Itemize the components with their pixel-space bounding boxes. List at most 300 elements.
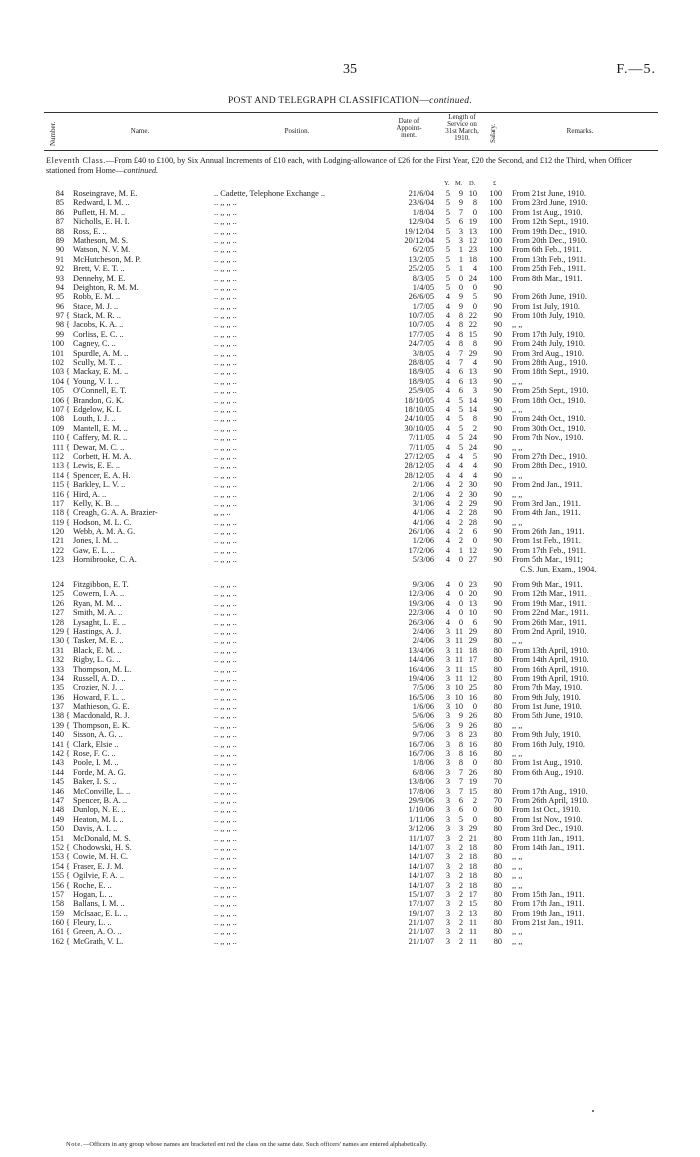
row-number: 152 bbox=[51, 842, 64, 852]
row-position: .. ,, ,, .. bbox=[214, 423, 237, 433]
row-name: Mantell, E. M. .. bbox=[73, 423, 128, 433]
row-appointment-date: 5/6/06 bbox=[412, 720, 434, 730]
row-service-months: 6 bbox=[458, 386, 463, 396]
row-appointment-date: 13/4/06 bbox=[408, 645, 434, 655]
row-service-days: 3 bbox=[472, 386, 477, 396]
row-salary: 100 bbox=[489, 235, 502, 245]
row-appointment-date: 13/8/06 bbox=[408, 777, 434, 787]
class-heading bbox=[46, 156, 658, 176]
row-number: 89 bbox=[55, 235, 64, 245]
row-service-months: 11 bbox=[455, 664, 463, 674]
row-remarks: From 5th Mar., 1911; bbox=[512, 555, 583, 565]
title-continued: continued. bbox=[429, 96, 473, 106]
row-appointment-date: 30/10/05 bbox=[404, 423, 434, 433]
row-salary: 90 bbox=[493, 376, 502, 386]
row-appointment-date: 21/1/07 bbox=[408, 936, 434, 946]
row-service-days: 26 bbox=[468, 720, 477, 730]
table-row bbox=[0, 787, 700, 796]
table-row-continuation bbox=[0, 565, 700, 574]
row-service-years: 5 bbox=[445, 198, 450, 208]
row-name: Stack, M. R. .. bbox=[73, 311, 121, 321]
row-number: 113 bbox=[51, 461, 64, 471]
row-name: Matheson, M. S. bbox=[73, 235, 129, 245]
row-appointment-date: 1/7/05 bbox=[412, 301, 434, 311]
row-service-years: 3 bbox=[445, 702, 450, 712]
row-name: Russell, A. D. .. bbox=[73, 673, 126, 683]
row-name: McHutcheson, M. P. bbox=[73, 254, 141, 264]
row-number: 93 bbox=[55, 273, 64, 283]
table-row bbox=[0, 452, 700, 461]
row-salary: 80 bbox=[493, 645, 502, 655]
row-service-years: 3 bbox=[445, 796, 450, 805]
row-service-days: 0 bbox=[472, 536, 477, 546]
row-salary: 90 bbox=[493, 517, 502, 527]
row-position: .. ,, ,, .. bbox=[214, 664, 237, 674]
col-head-service-1: Length of bbox=[448, 113, 476, 121]
table-row bbox=[0, 274, 700, 283]
row-service-years: 4 bbox=[445, 470, 450, 480]
row-service-months: 6 bbox=[458, 376, 463, 386]
row-service-months: 0 bbox=[458, 589, 463, 599]
row-name: Barkley, L. V. .. bbox=[73, 480, 126, 490]
row-appointment-date: 3/8/05 bbox=[412, 348, 434, 358]
row-salary: 100 bbox=[489, 207, 502, 217]
table-row bbox=[0, 302, 700, 311]
row-name: Brett, V. E. T. .. bbox=[73, 264, 125, 274]
row-service-months: 0 bbox=[458, 617, 463, 627]
row-remarks: From 26th April, 1910. bbox=[512, 796, 589, 805]
row-service-days: 0 bbox=[472, 301, 477, 311]
row-salary: 80 bbox=[493, 655, 502, 665]
row-appointment-date: 20/12/04 bbox=[404, 235, 434, 245]
row-appointment-date: 2/4/06 bbox=[412, 626, 434, 636]
page-reference: F.—5. bbox=[616, 62, 656, 77]
row-service-days: 15 bbox=[468, 899, 477, 909]
row-service-days: 24 bbox=[468, 433, 477, 443]
table-row bbox=[0, 499, 700, 508]
row-position: ,, ,, .. bbox=[214, 508, 231, 518]
row-appointment-date: 6/8/06 bbox=[412, 767, 434, 777]
row-number: 158 bbox=[51, 899, 64, 909]
table-row bbox=[0, 627, 700, 636]
row-salary: 80 bbox=[493, 702, 502, 712]
table-row bbox=[0, 665, 700, 674]
row-number: 115 bbox=[51, 480, 64, 490]
row-name: Cowie, M. H. C. bbox=[73, 852, 129, 862]
row-service-months: 1 bbox=[458, 245, 463, 255]
row-position: .. ,, ,, .. bbox=[214, 833, 237, 843]
row-name: Scully, M. T. .. bbox=[73, 358, 122, 368]
table-row bbox=[0, 292, 700, 301]
row-service-months: 2 bbox=[458, 508, 463, 518]
row-service-days: 13 bbox=[468, 226, 477, 236]
row-salary: 80 bbox=[493, 936, 502, 946]
row-service-years: 4 bbox=[445, 617, 450, 627]
row-salary: 90 bbox=[493, 433, 502, 443]
row-name: Brandon, G. K. bbox=[73, 395, 124, 405]
row-service-months: 2 bbox=[458, 936, 463, 946]
row-position: .. ,, ,, .. bbox=[214, 899, 237, 909]
row-position: .. ,, ,, .. bbox=[214, 786, 237, 796]
row-service-days: 15 bbox=[468, 664, 477, 674]
row-appointment-date: 25/9/05 bbox=[408, 386, 434, 396]
row-service-months: 11 bbox=[455, 673, 463, 683]
row-position: .. ,, ,, .. bbox=[214, 861, 237, 871]
row-position: .. Cadette, Telephone Exchange .. bbox=[214, 189, 326, 198]
row-service-months: 6 bbox=[458, 367, 463, 377]
row-appointment-date: 24/10/05 bbox=[404, 414, 434, 424]
row-remarks: ,, ,, bbox=[512, 320, 523, 330]
row-service-years: 4 bbox=[445, 545, 450, 555]
row-position: .. ,, ,, .. bbox=[214, 254, 237, 264]
class-text: —From £40 to £100, by Six Annual Increments of £10 each, with Lodging-allowance of £26 for the First Year, £20 the Second, and £12 the Third, when Officer stationed from Home— bbox=[46, 156, 632, 175]
row-service-months: 11 bbox=[455, 655, 463, 665]
row-position: .. ,, ,, .. bbox=[214, 461, 237, 471]
row-salary: 80 bbox=[493, 871, 502, 881]
group-bracket: { bbox=[66, 433, 70, 443]
row-service-months: 1 bbox=[458, 254, 463, 264]
table-row bbox=[0, 824, 700, 833]
table-row bbox=[0, 599, 700, 608]
row-position: .. ,, ,, .. bbox=[214, 908, 237, 918]
table-row bbox=[0, 349, 700, 358]
row-service-years: 3 bbox=[445, 918, 450, 928]
row-appointment-date: 18/10/05 bbox=[404, 404, 434, 414]
row-service-days: 17 bbox=[468, 655, 477, 665]
row-salary: 80 bbox=[493, 711, 502, 721]
group-bracket: { bbox=[66, 442, 70, 452]
row-position: .. ,, ,, .. bbox=[214, 386, 237, 396]
row-service-months: 2 bbox=[458, 880, 463, 890]
row-service-years: 4 bbox=[445, 536, 450, 546]
row-service-years: 3 bbox=[445, 861, 450, 871]
row-service-years: 4 bbox=[445, 442, 450, 452]
row-service-months: 11 bbox=[455, 645, 463, 655]
row-service-years: 5 bbox=[445, 282, 450, 292]
row-number: 129 bbox=[51, 626, 64, 636]
row-number: 141 bbox=[51, 739, 64, 749]
row-service-days: 29 bbox=[468, 636, 477, 646]
row-position: .. ,, ,, .. bbox=[214, 767, 237, 777]
row-service-years: 4 bbox=[445, 348, 450, 358]
row-salary: 90 bbox=[493, 301, 502, 311]
row-salary: 100 bbox=[489, 273, 502, 283]
row-service-months: 6 bbox=[458, 796, 463, 805]
row-service-days: 12 bbox=[468, 235, 477, 245]
row-service-days: 6 bbox=[472, 617, 477, 627]
group-bracket: { bbox=[66, 842, 70, 852]
row-remarks: From 19th Dec., 1910. bbox=[512, 226, 588, 236]
row-name: Mackay, E. M. .. bbox=[73, 367, 129, 377]
row-salary: 70 bbox=[493, 777, 502, 787]
row-service-months: 9 bbox=[458, 720, 463, 730]
row-service-years: 3 bbox=[445, 814, 450, 824]
row-service-years: 4 bbox=[445, 480, 450, 490]
row-service-months: 2 bbox=[458, 527, 463, 537]
table-row bbox=[0, 655, 700, 664]
row-name: Rigby, L. G. .. bbox=[73, 655, 121, 665]
row-remarks: From 17th Aug., 1910. bbox=[512, 786, 588, 796]
row-service-days: 4 bbox=[472, 461, 477, 471]
table-row bbox=[0, 927, 700, 936]
row-remarks: From 9th July, 1910. bbox=[512, 692, 581, 702]
row-service-days: 5 bbox=[472, 451, 477, 461]
row-salary: 90 bbox=[493, 442, 502, 452]
group-bracket: { bbox=[66, 636, 70, 646]
row-service-years: 4 bbox=[445, 329, 450, 339]
row-name: Deighton, R. M. M. bbox=[73, 282, 139, 292]
row-service-months: 0 bbox=[458, 555, 463, 565]
row-name: Hogan, L. .. bbox=[73, 889, 113, 899]
row-number: 136 bbox=[51, 692, 64, 702]
row-salary: 90 bbox=[493, 320, 502, 330]
row-service-days: 8 bbox=[472, 339, 477, 349]
row-service-days: 13 bbox=[468, 598, 477, 608]
row-remarks: ,, ,, bbox=[512, 489, 523, 499]
row-service-years: 3 bbox=[445, 833, 450, 843]
row-appointment-date: 7/11/05 bbox=[408, 433, 434, 443]
col-head-service bbox=[437, 114, 487, 142]
row-service-years: 4 bbox=[445, 580, 450, 590]
row-name: Kelly, K. B. .. bbox=[73, 498, 120, 508]
row-service-days: 0 bbox=[472, 282, 477, 292]
row-position: .. ,, ,, .. bbox=[214, 636, 237, 646]
table-row bbox=[0, 443, 700, 452]
row-appointment-date: 2/1/06 bbox=[412, 480, 434, 490]
row-service-months: 5 bbox=[458, 433, 463, 443]
table-row bbox=[0, 674, 700, 683]
row-appointment-date: 26/1/06 bbox=[408, 527, 434, 537]
row-appointment-date: 1/6/06 bbox=[412, 702, 434, 712]
row-number: 156 bbox=[51, 880, 64, 890]
row-remarks: From 11th Jan., 1911. bbox=[512, 833, 585, 843]
row-appointment-date: 5/3/06 bbox=[412, 555, 434, 565]
row-service-days: 18 bbox=[468, 852, 477, 862]
row-number: 125 bbox=[51, 589, 64, 599]
row-salary: 100 bbox=[489, 226, 502, 236]
row-name: Hird, A. .. bbox=[73, 489, 107, 499]
row-remarks: From 17th Feb., 1911. bbox=[512, 545, 586, 555]
row-service-years: 3 bbox=[445, 824, 450, 834]
row-appointment-date: 16/7/06 bbox=[408, 739, 434, 749]
row-service-months: 2 bbox=[458, 489, 463, 499]
row-number: 106 bbox=[51, 395, 64, 405]
row-name: Nicholls, E. H. I. bbox=[73, 217, 130, 227]
row-service-years: 4 bbox=[445, 358, 450, 368]
row-position: .. ,, ,, .. bbox=[214, 580, 237, 590]
row-name: Lysaght, L. E. .. bbox=[73, 617, 127, 627]
table-row bbox=[0, 471, 700, 480]
col-head-date bbox=[384, 118, 434, 139]
group-bracket: { bbox=[66, 918, 70, 928]
row-service-months: 2 bbox=[458, 871, 463, 881]
row-service-months: 7 bbox=[458, 348, 463, 358]
row-service-years: 4 bbox=[445, 527, 450, 537]
row-service-months: 2 bbox=[458, 927, 463, 937]
table-row bbox=[0, 527, 700, 536]
row-position: .. ,, ,, .. bbox=[214, 598, 237, 608]
row-number: 162 bbox=[51, 936, 64, 946]
row-remarks: From 10th July, 1910. bbox=[512, 311, 585, 321]
row-number: 126 bbox=[51, 598, 64, 608]
row-service-months: 8 bbox=[458, 749, 463, 759]
row-name: McIsaac, E. L. .. bbox=[73, 908, 128, 918]
row-service-days: 8 bbox=[472, 414, 477, 424]
row-remarks: From 24th Oct., 1910. bbox=[512, 414, 586, 424]
row-number: 135 bbox=[51, 683, 64, 693]
table-row bbox=[0, 909, 700, 918]
group-bracket: { bbox=[66, 461, 70, 471]
table-row bbox=[0, 758, 700, 767]
row-salary: 80 bbox=[493, 805, 502, 815]
row-service-months: 9 bbox=[458, 711, 463, 721]
row-service-days: 26 bbox=[468, 711, 477, 721]
row-number: 109 bbox=[51, 423, 64, 433]
row-position: .. ,, ,, .. bbox=[214, 824, 237, 834]
row-appointment-date: 1/10/06 bbox=[408, 805, 434, 815]
row-service-days: 4 bbox=[472, 470, 477, 480]
row-appointment-date: 14/1/07 bbox=[408, 871, 434, 881]
class-continued: continued. bbox=[123, 166, 159, 175]
row-service-years: 3 bbox=[445, 777, 450, 787]
table-row bbox=[0, 796, 700, 805]
row-remarks: From 17th July, 1910. bbox=[512, 329, 585, 339]
row-service-years: 3 bbox=[445, 655, 450, 665]
row-remarks: From 13th Feb., 1911. bbox=[512, 254, 586, 264]
row-number: 101 bbox=[51, 348, 64, 358]
row-service-years: 4 bbox=[445, 433, 450, 443]
row-name: Ryan, M. M. .. bbox=[73, 598, 122, 608]
row-service-days: 16 bbox=[468, 739, 477, 749]
row-number: 149 bbox=[51, 814, 64, 824]
group-bracket: { bbox=[66, 871, 70, 881]
row-appointment-date: 1/8/04 bbox=[412, 207, 434, 217]
row-number: 134 bbox=[51, 673, 64, 683]
row-salary: 80 bbox=[493, 814, 502, 824]
col-head-service-2: Service on bbox=[447, 120, 477, 128]
table-row bbox=[0, 367, 700, 376]
row-salary: 100 bbox=[489, 198, 502, 208]
row-number: 90 bbox=[55, 245, 64, 255]
row-number: 124 bbox=[51, 580, 64, 590]
row-service-years: 3 bbox=[445, 720, 450, 730]
row-position: .. ,, ,, .. bbox=[214, 273, 237, 283]
table-row bbox=[0, 730, 700, 739]
row-name: Ross, E. .. bbox=[73, 226, 107, 236]
row-appointment-date: 19/12/04 bbox=[404, 226, 434, 236]
row-name: Redward, I. M. .. bbox=[73, 198, 130, 208]
table-row bbox=[0, 189, 700, 198]
row-position: .. ,, ,, .. bbox=[214, 702, 237, 712]
row-salary: 90 bbox=[493, 555, 502, 565]
row-service-years: 4 bbox=[445, 423, 450, 433]
row-service-months: 10 bbox=[454, 702, 463, 712]
row-service-days: 23 bbox=[468, 730, 477, 740]
row-name: Creagh, G. A. A. Brazier- bbox=[73, 508, 158, 518]
row-service-years: 5 bbox=[445, 254, 450, 264]
row-position: .. ,, ,, .. bbox=[214, 536, 237, 546]
row-service-days: 12 bbox=[468, 545, 477, 555]
row-number: 94 bbox=[55, 282, 64, 292]
row-name: Baker, I. S. .. bbox=[73, 777, 117, 787]
row-position: .. ,, ,, .. bbox=[214, 235, 237, 245]
row-number: 96 bbox=[55, 301, 64, 311]
row-salary: 90 bbox=[493, 461, 502, 471]
row-service-years: 4 bbox=[445, 339, 450, 349]
row-remarks: From 5th June, 1910. bbox=[512, 711, 583, 721]
row-remarks: From 28th Dec., 1910. bbox=[512, 461, 588, 471]
row-remarks: From 6th Aug., 1910. bbox=[512, 767, 584, 777]
table-row bbox=[0, 480, 700, 489]
row-number: 92 bbox=[55, 264, 64, 274]
row-position: .. ,, ,, .. bbox=[214, 470, 237, 480]
row-service-months: 9 bbox=[458, 301, 463, 311]
row-service-months: 6 bbox=[458, 217, 463, 227]
row-remarks: ,, ,, bbox=[512, 880, 523, 890]
row-salary: 80 bbox=[493, 626, 502, 636]
table-row bbox=[0, 377, 700, 386]
row-service-years: 4 bbox=[445, 301, 450, 311]
row-service-months: 3 bbox=[458, 235, 463, 245]
row-service-months: 8 bbox=[458, 739, 463, 749]
row-service-months: 11 bbox=[455, 626, 463, 636]
row-name: Young, V. I. .. bbox=[73, 376, 119, 386]
row-service-days: 29 bbox=[468, 626, 477, 636]
row-service-years: 4 bbox=[445, 608, 450, 618]
row-remarks: From 13th April, 1910. bbox=[512, 645, 589, 655]
table-row bbox=[0, 217, 700, 226]
col-head-service-3: 31st March, bbox=[445, 127, 479, 135]
row-remarks: From 1st Feb., 1911. bbox=[512, 536, 581, 546]
row-remarks: ,, ,, bbox=[512, 936, 523, 946]
row-position: .. ,, ,, .. bbox=[214, 545, 237, 555]
row-position: .. ,, ,, .. bbox=[214, 433, 237, 443]
row-remarks: ,, ,, bbox=[512, 376, 523, 386]
row-name: McConville, L. .. bbox=[73, 786, 131, 796]
row-salary: 90 bbox=[493, 367, 502, 377]
row-position: .. ,, ,, .. bbox=[214, 683, 237, 693]
row-service-years: 3 bbox=[445, 767, 450, 777]
row-position: .. ,, ,, .. bbox=[214, 626, 237, 636]
row-salary: 80 bbox=[493, 908, 502, 918]
row-salary: 90 bbox=[493, 470, 502, 480]
class-label: Eleventh Class. bbox=[46, 156, 106, 165]
row-service-months: 2 bbox=[458, 908, 463, 918]
row-remarks: From 22nd Mar., 1911. bbox=[512, 608, 589, 618]
table-row bbox=[0, 815, 700, 824]
row-position: .. ,, ,, .. bbox=[214, 739, 237, 749]
group-bracket: { bbox=[66, 480, 70, 490]
table-row bbox=[0, 937, 700, 946]
row-number: 143 bbox=[51, 758, 64, 768]
row-name: Heaton, M. I. .. bbox=[73, 814, 124, 824]
row-service-years: 3 bbox=[445, 636, 450, 646]
row-appointment-date: 18/10/05 bbox=[404, 395, 434, 405]
row-salary: 80 bbox=[493, 899, 502, 909]
row-remarks: ,, ,, bbox=[512, 871, 523, 881]
row-appointment-date: 22/3/06 bbox=[408, 608, 434, 618]
row-number: 118 bbox=[51, 508, 64, 518]
row-appointment-date: 3/1/06 bbox=[412, 498, 434, 508]
row-remarks: From 3rd Dec., 1910. bbox=[512, 824, 584, 834]
row-appointment-date: 26/3/06 bbox=[408, 617, 434, 627]
row-name: Ballans, I. M. .. bbox=[73, 899, 125, 909]
table-row bbox=[0, 711, 700, 720]
row-number: 153 bbox=[51, 852, 64, 862]
table-row bbox=[0, 636, 700, 645]
row-position: .. ,, ,, .. bbox=[214, 880, 237, 890]
title-main: POST AND TELEGRAPH CLASSIFICATION— bbox=[227, 96, 430, 106]
